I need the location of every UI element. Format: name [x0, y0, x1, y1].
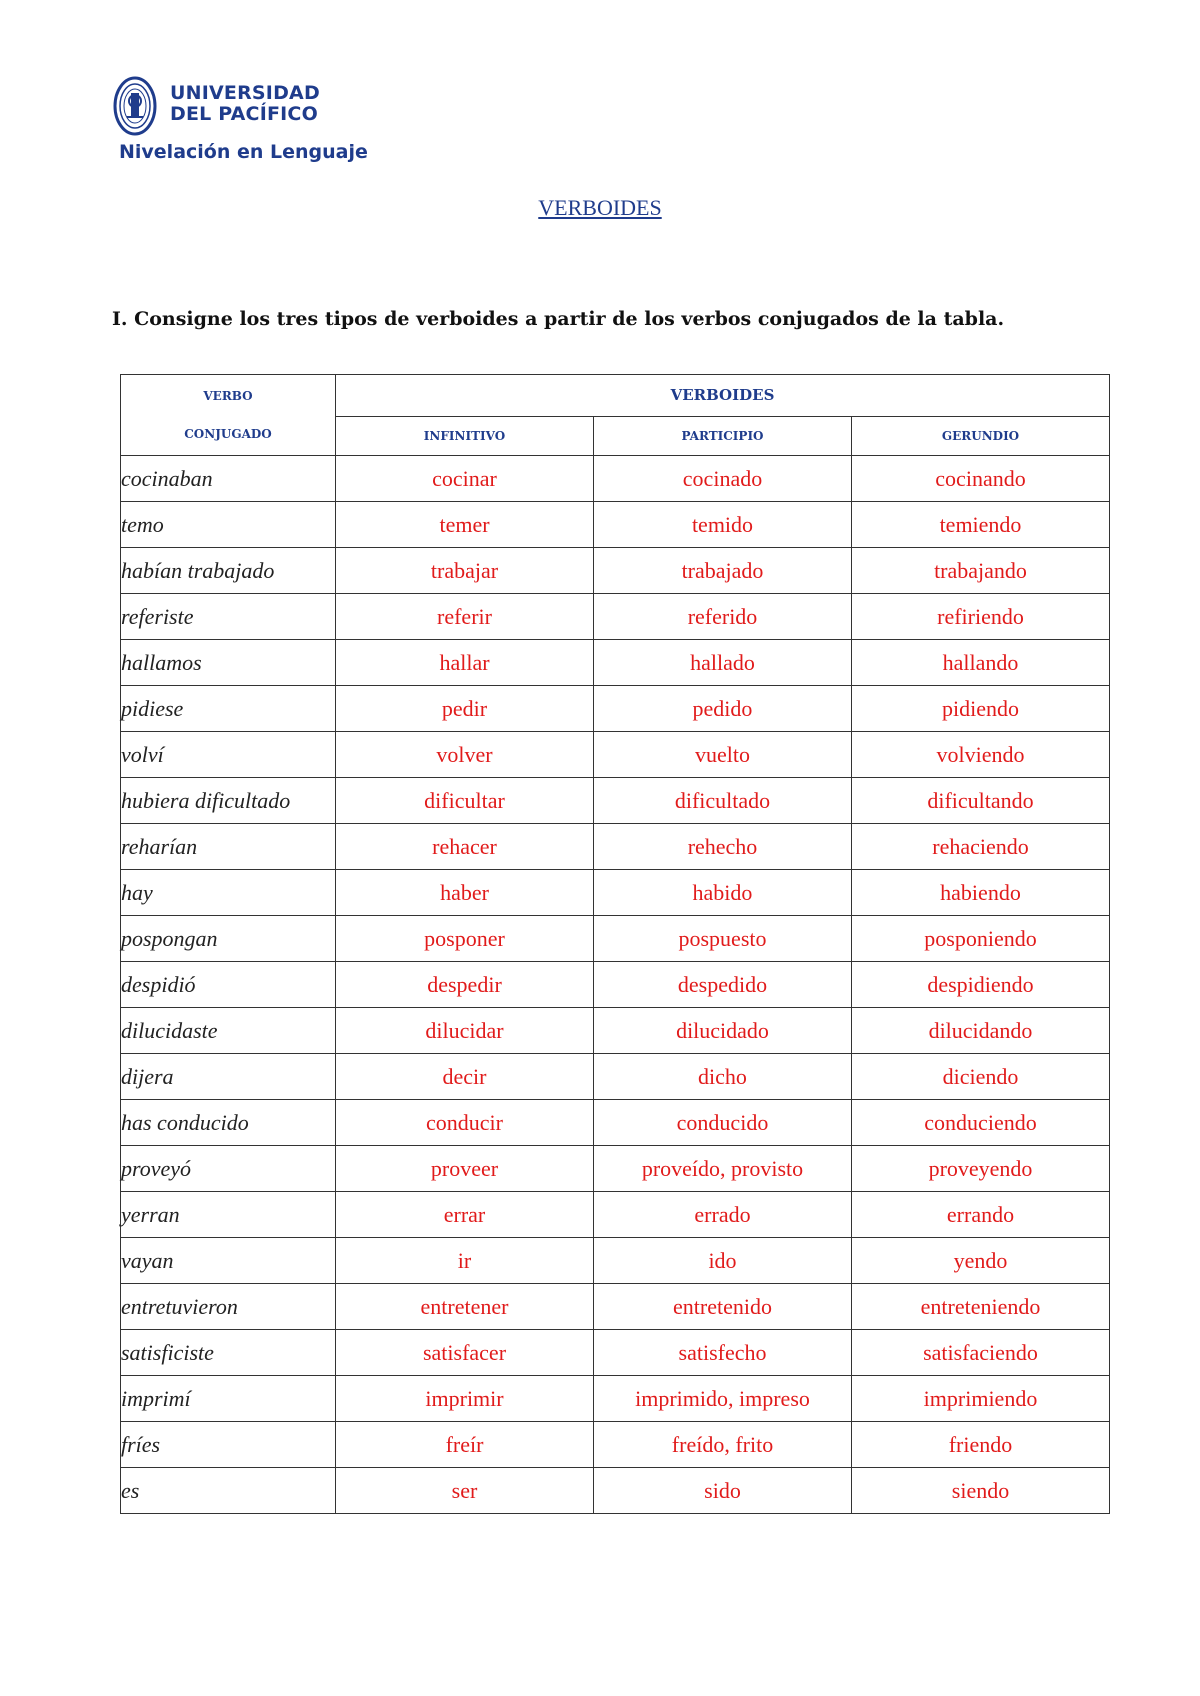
infinitivo-cell: haber — [336, 870, 594, 916]
infinitivo-cell: freír — [336, 1422, 594, 1468]
participio-cell: dicho — [594, 1054, 852, 1100]
participio-cell: proveído, provisto — [594, 1146, 852, 1192]
table-row — [121, 686, 1110, 732]
conjugated-verb-cell: temo — [121, 502, 336, 548]
participio-cell: trabajado — [594, 548, 852, 594]
gerundio-cell: trabajando — [852, 548, 1110, 594]
table-row — [121, 1100, 1110, 1146]
university-name-line2: DEL PACÍFICO — [170, 103, 318, 125]
participio-cell: sido — [594, 1468, 852, 1514]
gerundio-cell: habiendo — [852, 870, 1110, 916]
participio-cell: pospuesto — [594, 916, 852, 962]
infinitivo-cell: ser — [336, 1468, 594, 1514]
participio-cell: ido — [594, 1238, 852, 1284]
conjugated-verb-cell: es — [121, 1468, 336, 1514]
header-conjugado-label: CONJUGADO — [184, 427, 272, 441]
gerundio-cell: entreteniendo — [852, 1284, 1110, 1330]
table-row — [121, 1330, 1110, 1376]
gerundio-cell: cocinando — [852, 456, 1110, 502]
participio-cell: freído, frito — [594, 1422, 852, 1468]
participio-cell: pedido — [594, 686, 852, 732]
conjugated-verb-cell: vayan — [121, 1238, 336, 1284]
instruction-text: I. Consigne los tres tipos de verboides a partir de los verbos conjugados de la tabla. — [112, 308, 1005, 330]
gerundio-cell: volviendo — [852, 732, 1110, 778]
conjugated-verb-cell: pospongan — [121, 916, 336, 962]
infinitivo-cell: trabajar — [336, 548, 594, 594]
infinitivo-cell: entretener — [336, 1284, 594, 1330]
table-row — [121, 1238, 1110, 1284]
participio-cell: entretenido — [594, 1284, 852, 1330]
participio-cell: vuelto — [594, 732, 852, 778]
infinitivo-cell: dificultar — [336, 778, 594, 824]
infinitivo-cell: proveer — [336, 1146, 594, 1192]
gerundio-cell: pidiendo — [852, 686, 1110, 732]
program-name: Nivelación en Lenguaje — [119, 141, 368, 163]
gerundio-cell: dilucidando — [852, 1008, 1110, 1054]
participio-cell: temido — [594, 502, 852, 548]
table-row — [121, 1054, 1110, 1100]
conjugated-verb-cell: reharían — [121, 824, 336, 870]
conjugated-verb-cell: volví — [121, 732, 336, 778]
infinitivo-cell: rehacer — [336, 824, 594, 870]
conjugated-verb-cell: despidió — [121, 962, 336, 1008]
conjugated-verb-cell: hubiera dificultado — [121, 778, 336, 824]
participio-cell: errado — [594, 1192, 852, 1238]
table-row — [121, 640, 1110, 686]
gerundio-cell: despidiendo — [852, 962, 1110, 1008]
conjugated-verb-cell: proveyó — [121, 1146, 336, 1192]
table-row — [121, 1376, 1110, 1422]
infinitivo-cell: conducir — [336, 1100, 594, 1146]
university-seal-icon — [113, 75, 163, 137]
table-row — [121, 824, 1110, 870]
participio-cell: rehecho — [594, 824, 852, 870]
gerundio-cell: satisfaciendo — [852, 1330, 1110, 1376]
gerundio-cell: posponiendo — [852, 916, 1110, 962]
conjugated-verb-cell: referiste — [121, 594, 336, 640]
infinitivo-cell: temer — [336, 502, 594, 548]
table-row — [121, 916, 1110, 962]
conjugated-verb-cell: cocinaban — [121, 456, 336, 502]
table-row — [121, 502, 1110, 548]
participio-cell: habido — [594, 870, 852, 916]
table-row — [121, 548, 1110, 594]
table-row — [121, 1008, 1110, 1054]
table-row — [121, 778, 1110, 824]
gerundio-cell: dificultando — [852, 778, 1110, 824]
header-verbo-label: VERBO — [203, 389, 253, 403]
conjugated-verb-cell: entretuvieron — [121, 1284, 336, 1330]
table-row — [121, 1192, 1110, 1238]
infinitivo-cell: satisfacer — [336, 1330, 594, 1376]
table-row — [121, 732, 1110, 778]
infinitivo-cell: imprimir — [336, 1376, 594, 1422]
conjugated-verb-cell: satisficiste — [121, 1330, 336, 1376]
infinitivo-cell: volver — [336, 732, 594, 778]
header-gerundio: GERUNDIO — [852, 416, 1110, 456]
participio-cell: despedido — [594, 962, 852, 1008]
conjugated-verb-cell: fríes — [121, 1422, 336, 1468]
conjugated-verb-cell: dijera — [121, 1054, 336, 1100]
participio-cell: dilucidado — [594, 1008, 852, 1054]
table-row — [121, 1284, 1110, 1330]
conjugated-verb-cell: hallamos — [121, 640, 336, 686]
table-row — [121, 456, 1110, 502]
gerundio-cell: proveyendo — [852, 1146, 1110, 1192]
gerundio-cell: rehaciendo — [852, 824, 1110, 870]
table-row — [121, 1146, 1110, 1192]
table-row — [121, 594, 1110, 640]
table-body — [121, 456, 1110, 1514]
header-participio: PARTICIPIO — [594, 416, 852, 456]
gerundio-cell: siendo — [852, 1468, 1110, 1514]
infinitivo-cell: dilucidar — [336, 1008, 594, 1054]
conjugated-verb-cell: pidiese — [121, 686, 336, 732]
gerundio-cell: temiendo — [852, 502, 1110, 548]
table-row — [121, 1468, 1110, 1514]
infinitivo-cell: referir — [336, 594, 594, 640]
conjugated-verb-cell: habían trabajado — [121, 548, 336, 594]
gerundio-cell: friendo — [852, 1422, 1110, 1468]
header-infinitivo: INFINITIVO — [336, 416, 594, 456]
university-name — [170, 83, 320, 125]
header-verboides: VERBOIDES — [336, 375, 1110, 417]
gerundio-cell: imprimiendo — [852, 1376, 1110, 1422]
verboides-table — [120, 374, 1110, 1514]
gerundio-cell: errando — [852, 1192, 1110, 1238]
participio-cell: conducido — [594, 1100, 852, 1146]
university-name-line1: UNIVERSIDAD — [170, 82, 320, 104]
document-title: VERBOIDES — [538, 195, 662, 220]
infinitivo-cell: cocinar — [336, 456, 594, 502]
participio-cell: dificultado — [594, 778, 852, 824]
infinitivo-cell: despedir — [336, 962, 594, 1008]
participio-cell: satisfecho — [594, 1330, 852, 1376]
conjugated-verb-cell: hay — [121, 870, 336, 916]
table-row — [121, 870, 1110, 916]
participio-cell: imprimido, impreso — [594, 1376, 852, 1422]
conjugated-verb-cell: yerran — [121, 1192, 336, 1238]
participio-cell: referido — [594, 594, 852, 640]
table-row — [121, 962, 1110, 1008]
gerundio-cell: diciendo — [852, 1054, 1110, 1100]
infinitivo-cell: decir — [336, 1054, 594, 1100]
infinitivo-cell: hallar — [336, 640, 594, 686]
gerundio-cell: hallando — [852, 640, 1110, 686]
gerundio-cell: refiriendo — [852, 594, 1110, 640]
table-row — [121, 1422, 1110, 1468]
conjugated-verb-cell: has conducido — [121, 1100, 336, 1146]
participio-cell: hallado — [594, 640, 852, 686]
header-verbo-conjugado — [121, 375, 336, 456]
conjugated-verb-cell: imprimí — [121, 1376, 336, 1422]
gerundio-cell: conduciendo — [852, 1100, 1110, 1146]
infinitivo-cell: errar — [336, 1192, 594, 1238]
infinitivo-cell: ir — [336, 1238, 594, 1284]
infinitivo-cell: posponer — [336, 916, 594, 962]
participio-cell: cocinado — [594, 456, 852, 502]
gerundio-cell: yendo — [852, 1238, 1110, 1284]
infinitivo-cell: pedir — [336, 686, 594, 732]
university-logo — [113, 75, 443, 175]
conjugated-verb-cell: dilucidaste — [121, 1008, 336, 1054]
